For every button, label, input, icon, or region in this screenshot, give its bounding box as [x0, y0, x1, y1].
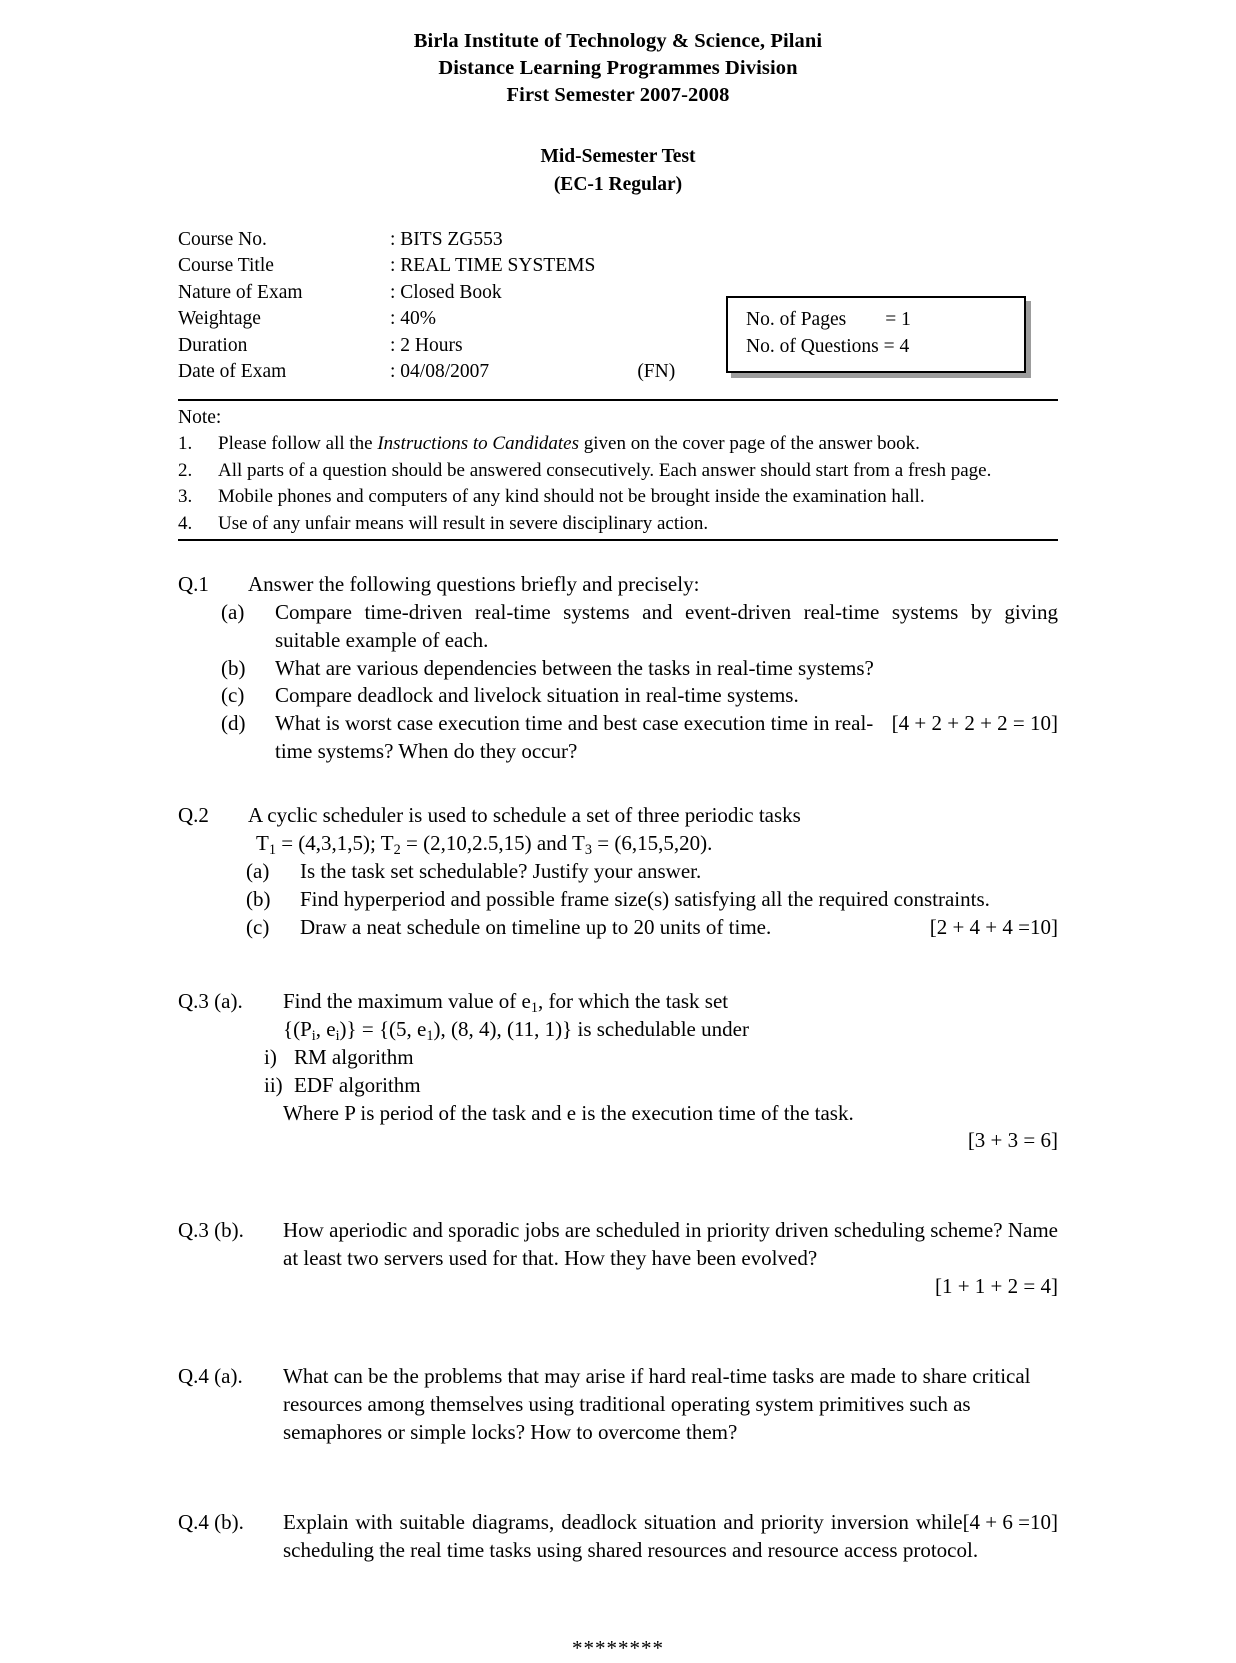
part-text-body: Draw a neat schedule on timeline up to 20 units of time. [300, 914, 772, 939]
item-tag: ii) [264, 1072, 283, 1097]
note-number: 1. [178, 433, 193, 455]
question-4a-text: What can be the problems that may arise if hard real-time tasks are made to share critical resources among themselves using traditional operating system primitives such as semaphores or simple locks? How to overcome them? [283, 1364, 1031, 1444]
course-no-label: Course No. [178, 228, 267, 250]
part-tag: (c) [246, 914, 270, 939]
institute-name: Birla Institute of Technology & Science, Pilani [413, 30, 823, 52]
question-3a-stem [283, 988, 1058, 1016]
table-row [178, 283, 675, 310]
duration-label: Duration [178, 334, 248, 356]
duration-value: : 2 Hours [390, 334, 463, 356]
division-name: Distance Learning Programmes Division [438, 57, 798, 80]
question-1-stem-row [178, 571, 1058, 599]
date-of-exam-label: Date of Exam [178, 361, 287, 383]
question-1-part-a [213, 599, 1058, 655]
question-3a-label: Q.3 (a). [178, 988, 243, 1013]
weightage-extra [595, 309, 675, 336]
question-1-marks: [4 + 2 + 2 + 2 = 10] [891, 711, 1058, 736]
question-2-stem: A cyclic scheduler is used to schedule a set of three periodic tasks [248, 803, 801, 828]
part-tag: (a) [221, 599, 245, 624]
question-1-part-c [213, 682, 1058, 710]
question-1-parts [178, 599, 1058, 767]
nature-of-exam-value: : Closed Book [390, 281, 502, 303]
question-3a-algorithms [178, 1044, 1058, 1100]
spacer [178, 1307, 1058, 1347]
semester-name: First Semester 2007-2008 [506, 84, 730, 107]
question-3a-where-line: Where P is period of the task and e is the execution time of the task. [283, 1100, 854, 1125]
question-2-label: Q.2 [178, 803, 209, 828]
part-tag: (b) [221, 655, 246, 680]
question-4a [178, 1363, 1058, 1447]
date-of-exam-session: (FN) [637, 361, 676, 383]
question-3a-taskset-line [178, 1016, 1058, 1044]
q3a-line2-mid1: , e [315, 1016, 336, 1041]
question-2-marks: [2 + 4 + 4 =10] [929, 914, 1058, 939]
part-tag: (a) [246, 859, 270, 884]
question-4b-text [283, 1509, 1058, 1565]
question-4b [178, 1509, 1058, 1565]
q3a-line2-pre: {(P [283, 1016, 312, 1041]
nature-of-exam-label: Nature of Exam [178, 281, 303, 303]
exam-name: Mid-Semester Test [540, 146, 696, 168]
part-tag: (d) [221, 711, 246, 736]
spacer [178, 1161, 1058, 1201]
part-text [275, 710, 1058, 766]
item-text: EDF algorithm [294, 1072, 421, 1097]
e-i-subscript: i [335, 1027, 340, 1044]
question-3a [178, 988, 1058, 1156]
q3a-line2-post: ), (8, 4), (11, 1)} is schedulable under [433, 1016, 749, 1041]
weightage-label: Weightage [178, 308, 261, 330]
item-tag: i) [264, 1044, 277, 1069]
note-text-pre: Please follow all the [218, 433, 378, 455]
spacer [178, 772, 1058, 802]
part-text: What are various dependencies between the tasks in real-time systems? [275, 655, 874, 680]
task-3-value: = (6,15,5,20). [591, 831, 713, 856]
part-text-body: What is worst case execution time and best case execution time in real-time systems? When do they occur? [275, 711, 874, 764]
question-3a-marks: [3 + 3 = 6] [967, 1128, 1058, 1153]
questions-section [178, 541, 1058, 1663]
note-number: 2. [178, 459, 193, 481]
footer-asterisks: ******** [572, 1635, 664, 1660]
part-text: Compare deadlock and livelock situation in real-time systems. [275, 683, 799, 708]
course-title-value: : REAL TIME SYSTEMS [390, 255, 596, 277]
question-4b-marks: [4 + 6 =10] [962, 1509, 1058, 1534]
q3a-line2-mid2: )} = {(5, e [339, 1016, 427, 1041]
table-row [178, 336, 675, 363]
task-1-subscript: 1 [268, 842, 276, 859]
question-3b-text: How aperiodic and sporadic jobs are scheduled in priority driven scheduling scheme? Name at least two servers used for that. How they have been evolved? [283, 1218, 1058, 1271]
question-3b-label: Q.3 (b). [178, 1218, 244, 1243]
note-number: 4. [178, 513, 193, 535]
task-set-t: T [256, 831, 269, 856]
spacer [178, 1453, 1058, 1493]
p-i-subscript: i [311, 1027, 316, 1044]
question-3a-item-ii [256, 1072, 1058, 1100]
question-4b-label: Q.4 (b). [178, 1509, 244, 1534]
exam-title-block [0, 143, 1236, 200]
part-tag: (c) [221, 683, 245, 708]
spacer [178, 948, 1058, 988]
table-row [178, 230, 675, 257]
part-text: Compare time-driven real-time systems and event-driven real-time systems by giving suitable example of each. [275, 599, 1058, 652]
list-item [178, 459, 1058, 486]
question-3a-item-i [256, 1044, 1058, 1072]
part-text: Is the task set schedulable? Justify your answer. [300, 859, 702, 884]
question-1-part-b [213, 655, 1058, 683]
note-text: All parts of a question should be answered consecutively. Each answer should start from a fresh page. [218, 459, 992, 481]
q3a-line1-pre: Find the maximum value of e [283, 988, 531, 1013]
list-item [178, 432, 1058, 459]
e-1-subscript: 1 [426, 1027, 434, 1044]
course-title-extra [595, 256, 675, 283]
task-2-subscript: 2 [393, 842, 401, 859]
task-2-value: = (2,10,2.5,15) and T [400, 831, 585, 856]
document-header [0, 0, 1236, 109]
note-text-italic: Instructions to Candidates [377, 433, 579, 455]
table-row [178, 256, 675, 283]
question-2-task-set [178, 830, 1058, 858]
question-1-part-d [213, 710, 1058, 766]
note-text: Use of any unfair means will result in severe disciplinary action. [218, 513, 709, 535]
duration-extra [595, 336, 675, 363]
course-info-area [0, 230, 1236, 389]
question-3a-stem-row [178, 988, 1058, 1016]
question-4b-body: Explain with suitable diagrams, deadlock situation and priority inversion while scheduling the real time tasks using shared resources and resource access protocol. [283, 1509, 979, 1562]
spacer [178, 1347, 1058, 1363]
date-of-exam-value: : 04/08/2007 [390, 361, 490, 383]
no-of-pages: No. of Pages = 1 [746, 308, 911, 330]
course-no-value: : BITS ZG553 [390, 228, 503, 250]
question-1-label: Q.1 [178, 571, 209, 596]
course-no-extra [595, 230, 675, 257]
part-text [300, 914, 1058, 942]
question-2-part-b [238, 886, 1058, 914]
question-4a-row [178, 1363, 1058, 1447]
task-3-subscript: 3 [584, 842, 592, 859]
note-text-post: given on the cover page of the answer book. [578, 433, 920, 455]
part-text: Find hyperperiod and possible frame size(s) satisfying all the required constraints. [300, 886, 990, 911]
counts-box [726, 296, 1026, 373]
list-item [178, 485, 1058, 512]
table-row [178, 309, 675, 336]
question-1-stem: Answer the following questions briefly and precisely: [248, 571, 700, 596]
question-2 [178, 802, 1058, 942]
question-2-stem-row [178, 802, 1058, 830]
question-2-parts [178, 858, 1058, 942]
question-4b-row [178, 1509, 1058, 1565]
spacer [178, 1493, 1058, 1509]
question-3b-row [178, 1217, 1058, 1273]
no-of-questions: No. of Questions = 4 [746, 336, 910, 358]
question-2-part-a [238, 858, 1058, 886]
table-row [178, 362, 675, 389]
note-heading: Note: [178, 406, 222, 428]
question-2-part-c [238, 914, 1058, 942]
course-info-table [178, 230, 675, 389]
course-title-label: Course Title [178, 255, 274, 277]
exam-component: (EC-1 Regular) [553, 174, 683, 196]
item-text: RM algorithm [294, 1044, 414, 1069]
spacer [178, 1201, 1058, 1217]
note-text [218, 432, 1058, 457]
note-text: Mobile phones and computers of any kind should not be brought inside the examination hall. [218, 486, 925, 508]
weightage-value: : 40% [390, 308, 437, 330]
question-3b-marks: [1 + 1 + 2 = 4] [934, 1274, 1058, 1299]
nature-of-exam-extra [595, 283, 675, 310]
list-item [178, 512, 1058, 539]
question-3b [178, 1217, 1058, 1301]
task-1-value: = (4,3,1,5); T [275, 831, 394, 856]
question-1 [178, 571, 1058, 766]
e1-subscript: 1 [530, 999, 539, 1016]
q3a-line1-post: , for which the task set [538, 988, 729, 1013]
question-4a-label: Q.4 (a). [178, 1364, 243, 1389]
part-tag: (b) [246, 886, 271, 911]
note-number: 3. [178, 486, 193, 508]
note-block [178, 401, 1058, 539]
